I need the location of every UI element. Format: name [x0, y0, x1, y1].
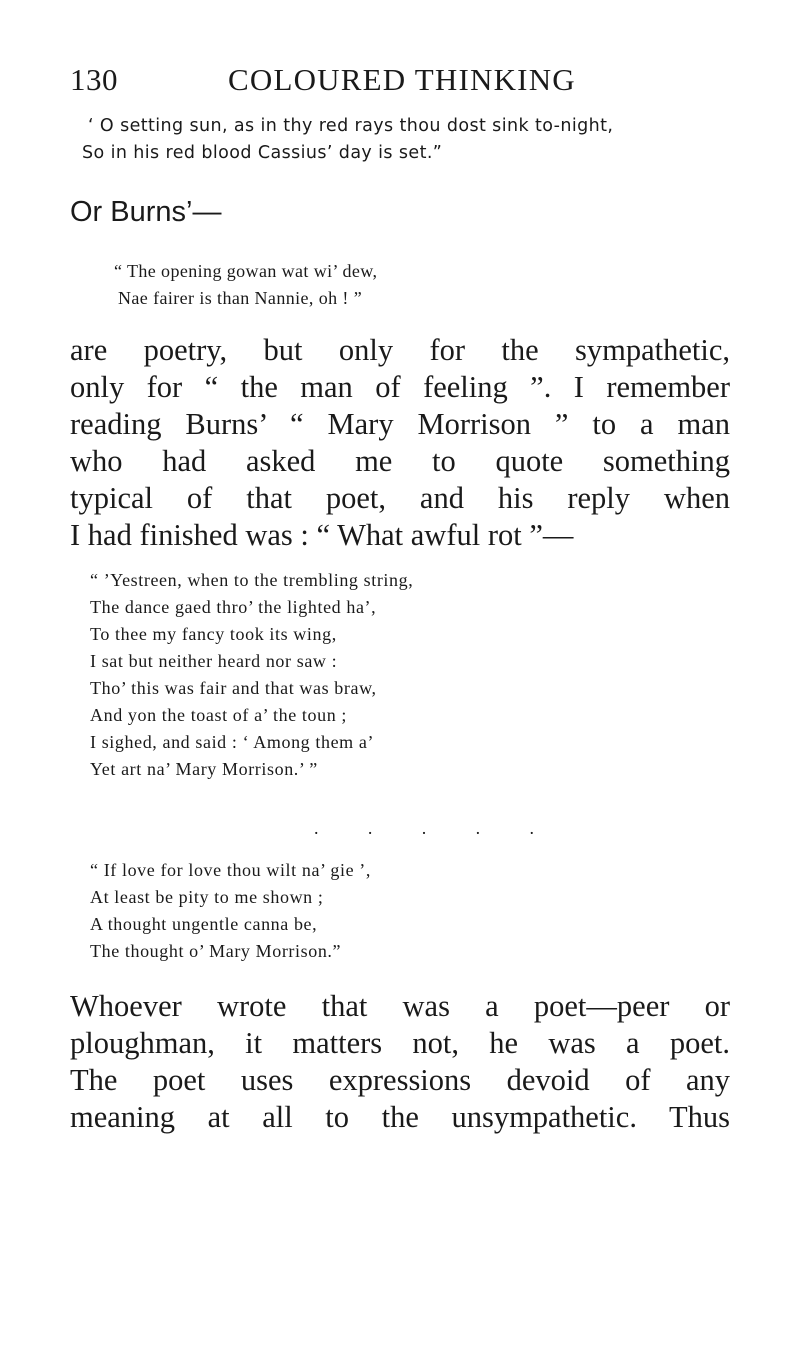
paragraph-line: Whoever wrote that was a poet—peer or [70, 989, 730, 1023]
quote-line: Nae fairer is than Nannie, oh ! ” [118, 288, 363, 308]
paragraph-line: only for “ the man of feeling ”. I remember [70, 370, 730, 404]
quote-line: ‘ O setting sun, as in thy red rays thou dost sink to-night, [88, 116, 614, 136]
verse-ellipsis [314, 818, 534, 839]
verse-line: I sighed, and said : ‘ Among them a’ [90, 732, 375, 752]
ellipsis-dot: . [529, 818, 534, 838]
verse-line: I sat but neither heard nor saw : [90, 651, 338, 671]
ellipsis-dot: . [367, 818, 373, 838]
quote-line: “ The opening gowan wat wi’ dew, [114, 261, 378, 281]
verse-line: “ If love for love thou wilt na’ gie ’, [90, 860, 371, 880]
verse-line: “ ’Yestreen, when to the trembling string, [90, 570, 414, 590]
section-heading: Or Burns’— [70, 196, 222, 228]
quote-line: So in his red blood Cassius’ day is set.” [82, 143, 443, 163]
verse-line: The thought o’ Mary Morrison.” [90, 941, 342, 961]
page-number: 130 [70, 62, 118, 97]
paragraph-line: I had finished was : “ What awful rot ”— [70, 518, 574, 552]
verse-line: The dance gaed thro’ the lighted ha’, [90, 597, 377, 617]
paragraph-line: typical of that poet, and his reply when [70, 481, 730, 515]
paragraph-line: are poetry, but only for the sympathetic, [70, 333, 730, 367]
ellipsis-dot: . [421, 818, 427, 838]
verse-line: To thee my fancy took its wing, [90, 624, 337, 644]
running-title: COLOURED THINKING [228, 62, 576, 97]
verse-mary-morrison-2 [90, 857, 371, 965]
verse-line: At least be pity to me shown ; [90, 887, 324, 907]
verse-mary-morrison-1 [90, 567, 413, 783]
paragraph-2 [70, 988, 730, 1136]
paragraph-line: ploughman, it matters not, he was a poet. [70, 1026, 730, 1060]
page-header [0, 62, 800, 106]
verse-line: A thought ungentle canna be, [90, 914, 318, 934]
verse-line: Tho’ this was fair and that was braw, [90, 678, 377, 698]
ellipsis-dot: . [314, 818, 319, 838]
paragraph-line: The poet uses expressions devoid of any [70, 1063, 730, 1097]
verse-line: And yon the toast of a’ the toun ; [90, 705, 348, 725]
quote-gowan [114, 258, 377, 312]
paragraph-line: who had asked me to quote something [70, 444, 730, 478]
quote-shakespeare [82, 113, 614, 167]
verse-line: Yet art na’ Mary Morrison.’ ” [90, 759, 318, 779]
paragraph-line: meaning at all to the unsympathetic. Thus [70, 1100, 730, 1134]
paragraph-line: reading Burns’ “ Mary Morrison ” to a man [70, 407, 730, 441]
paragraph-1 [70, 332, 730, 554]
ellipsis-dot: . [475, 818, 481, 838]
